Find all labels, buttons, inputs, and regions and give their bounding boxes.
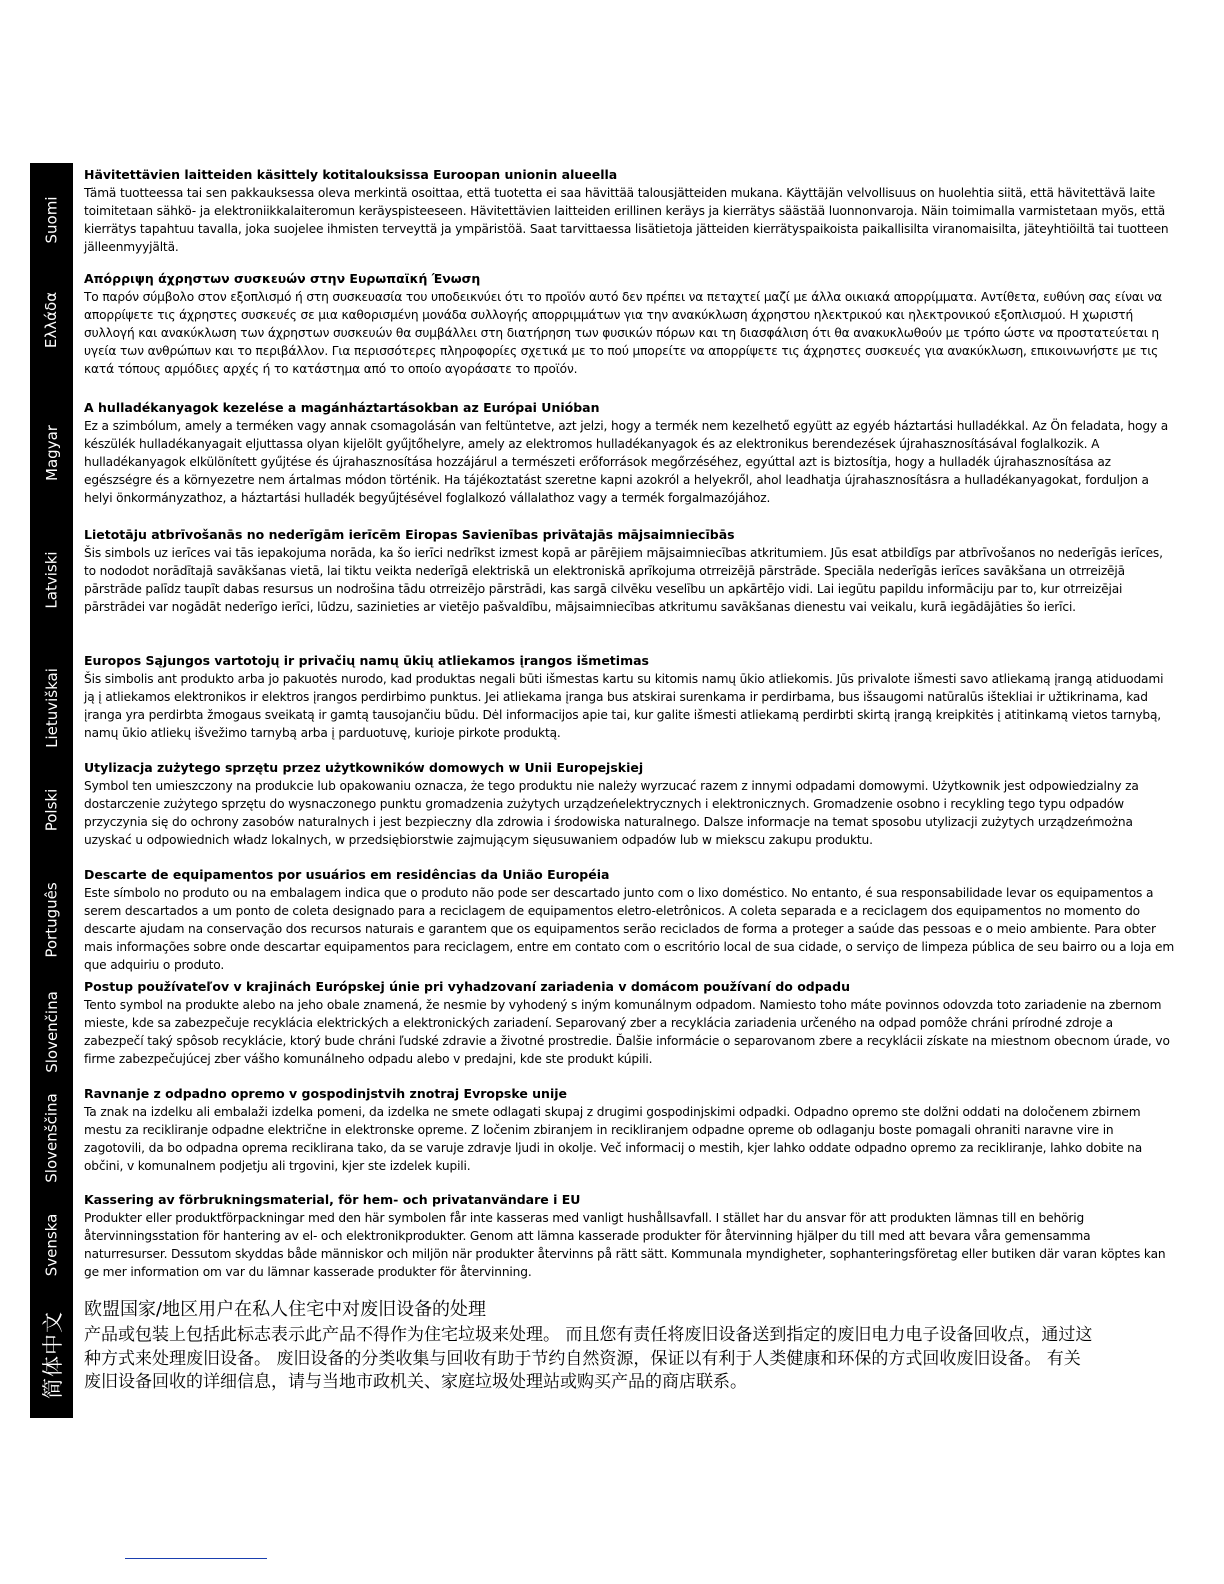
lang-tab-suomi: Suomi bbox=[42, 196, 61, 244]
section-lietuviskai bbox=[84, 652, 1176, 742]
lang-tab-portugues: Português bbox=[42, 882, 61, 958]
section-chinese bbox=[84, 1298, 1176, 1395]
section-title: 欧盟国家/地区用户在私人住宅中对废旧设备的处理 bbox=[84, 1299, 487, 1320]
section-body: Symbol ten umieszczony na produkcie lub opakowaniu oznacza, że tego produktu nie należy wyrzucać razem z innymi odpadami domowymi. Użytkownik jest odpowiedzialny za dostarczenie zużytego sprzętu do wysnaczonego punktu gromadzenia zużytych urządzeńelektrycznych i elektronicznych. Gromadzenie osobno i recykling tego typu odpadów przyczynia się do ochrony zasobów naturalnych i jest bezpieczny dla zdrowia i środowiska naturalnego. Dalsze informacje na temat sposobu utylizacji zużytych urządzeńmożna uzyskać u odpowiednich władz lokalnych, w przedsiębiorstwie zajmującym sięusuwaniem odpadów lub w miekscu zakupu produktu. bbox=[84, 779, 1139, 847]
section-portugues bbox=[84, 866, 1176, 974]
section-svenska bbox=[84, 1191, 1176, 1281]
lang-tab-latviski: Latviski bbox=[42, 551, 61, 609]
section-body: Tämä tuotteessa tai sen pakkauksessa oleva merkintä osoittaa, että tuotetta ei saa hävittää talousjätteiden mukana. Käyttäjän velvollisuus on huolehtia siitä, että hävitettävä laite toimitetaan sähkö- ja elektroniikkalaiteromun keräyspisteeseen. Hävitettävien laitteiden erillinen keräys ja kierrätys säästää luonnonvaroja. Näin toimimalla varmistetaan myös, että kierrätys tapahtuu tavalla, joka suojelee ihmisten terveyttä ja ympäristöä. Saat tarvittaessa lisätietoja jätteiden kierrätyspaikoista paikallisilta viranomaisilta, jäteyhtiöiltä tai tuotteen jälleenmyyjältä. bbox=[84, 186, 1169, 254]
section-body: Produkter eller produktförpackningar med den här symbolen får inte kasseras med vanligt hushållsavfall. I stället har du ansvar för att produkten lämnas till en behörig återvinningsstation för hantering av el- och elektronikprodukter. Genom att lämna kasserade produkter för återvinning hjälper du till med att bevara våra gemensamma naturresurser. Dessutom skyddas både människor och miljön när produkter återvinns på rätt sätt. Kommunala myndigheter, sophanteringsföretag eller butiken där varan köptes kan ge mer information om var du lämnar kasserade produkter för återvinning. bbox=[84, 1211, 1166, 1279]
section-title: Hävitettävien laitteiden käsittely kotitalouksissa Euroopan unionin alueella bbox=[84, 167, 618, 182]
section-body: Este símbolo no produto ou na embalagem indica que o produto não pode ser descartado junto com o lixo doméstico. No entanto, é sua responsabilidade levar os equipamentos a serem descartados a um ponto de coleta designado para a reciclagem de equipamentos eletro-eletrônicos. A coleta separada e a reciclagem dos equipamentos no momento do descarte ajudam na conservação dos recursos naturais e garantem que os equipamentos serão reciclados de forma a proteger a saúde das pessoas e o meio ambiente. Para obter mais informações sobre onde descartar equipamentos para reciclagem, entre em contato com o escritório local de sua cidade, o serviço de limpeza pública de seu bairro ou a loja em que adquiriu o produto. bbox=[84, 886, 1175, 972]
section-body: Tento symbol na produkte alebo na jeho obale znamená, že nesmie by vyhodený s iným komunálnym odpadom. Namiesto toho máte povinnos odovzda toto zariadenie na zbernom mieste, kde sa zabezpečuje recyklácia elektrických a elektronických zariadení. Separovaný zber a recyklácia zariadenia určeného na odpad pomôže chráni prírodné zdroje a zabezpečí taký spôsob recyklácie, ktorý bude chráni ľudské zdravie a životné prostredie. Ďalšie informácie o separovanom zbere a recyklácii získate na miestnom obecnom úrade, vo firme zabezpečujúcej zber vášho komunálneho odpadu alebo v predajni, kde ste produkt kúpili. bbox=[84, 998, 1170, 1066]
lang-tab-magyar: Magyar bbox=[42, 425, 61, 481]
lang-tab-svenska: Svenska bbox=[42, 1213, 61, 1277]
section-title: Utylizacja zużytego sprzętu przez użytkowników domowych w Unii Europejskiej bbox=[84, 760, 644, 775]
footer-rule bbox=[125, 1558, 267, 1559]
section-latviski bbox=[84, 526, 1176, 616]
section-magyar bbox=[84, 399, 1176, 507]
section-body: Το παρόν σύμβολο στον εξοπλισμό ή στη συσκευασία του υποδεικνύει ότι το προϊόν αυτό δεν πρέπει να πεταχτεί μαζί με άλλα οικιακά απορρίμματα. Αντίθετα, ευθύνη σας είναι να απορρίψετε τις άχρηστες συσκευές σε μια καθορισμένη μονάδα συλλογής απορριμμάτων για την ανακύκλωση άχρηστου ηλεκτρικού και ηλεκτρονικού εξοπλισμού. Η χωριστή συλλογή και ανακύκλωση των άχρηστων συσκευών θα συμβάλλει στη διατήρηση των φυσικών πόρων και τη διασφάλιση ότι θα ανακυκλωθούν με τρόπο ώστε να προστατεύεται η υγεία των ανθρώπων και το περιβάλλον. Για περισσότερες πληροφορίες σχετικά με το πού μπορείτε να απορρίψετε τις άχρηστες συσκευές για ανακύκλωση, επικοινωνήστε με τις κατά τόπους αρμόδιες αρχές ή το κατάστημα από το οποίο αγοράσατε το προϊόν. bbox=[84, 290, 1162, 376]
section-title: Ravnanje z odpadno opremo v gospodinjstvih znotraj Evropske unije bbox=[84, 1086, 568, 1101]
section-body: Šis simbolis ant produkto arba jo pakuotės nurodo, kad produktas negali būti išmestas kartu su kitomis namų ūkio atliekomis. Jūs privalote išmesti savo atliekamą įrangą atiduodami ją į atliekamos elektronikos ir elektros įrangos perdirbimo punktus. Jei atliekama įranga bus atskirai surenkama ir perdirbama, bus išsaugomi natūralūs ištekliai ir užtikrinama, kad įranga yra perdirbta žmogaus sveikatą ir gamtą tausojančiu būdu. Dėl informacijos apie tai, kur galite išmesti atliekamą perdirbti skirtą įrangą kreipkitės į atitinkamą vietos tarnybą, namų ūkio atliekų išvežimo tarnybą arba į parduotuvę, kurioje pirkote produktą. bbox=[84, 672, 1164, 740]
section-body: Ta znak na izdelku ali embalaži izdelka pomeni, da izdelka ne smete odlagati skupaj z drugimi gospodinjskimi odpadki. Odpadno opremo ste dolžni oddati na določenem zbirnem mestu za recikliranje odpadne električne in elektronske opreme. Z ločenim zbiranjem in recikliranjem odpadne opreme ob odlaganju boste pomagali ohraniti naravne vire in zagotovili, da bo odpadna oprema reciklirana tako, da se varuje zdravje ljudi in okolje. Več informacij o mestih, kjer lahko oddate odpadno opremo za recikliranje, lahko dobite na občini, v komunalnem podjetju ali trgovini, kjer ste izdelek kupili. bbox=[84, 1105, 1143, 1173]
lang-tab-lietuviskai: Lietuviškai bbox=[42, 668, 61, 748]
section-ellada bbox=[84, 270, 1176, 378]
section-body: Ez a szimbólum, amely a terméken vagy annak csomagolásán van feltüntetve, azt jelzi, hogy a termék nem kezelhető együtt az egyéb háztartási hulladékkal. Az Ön feladata, hogy a készülék hulladékanyagait eljuttassa olyan kijelölt gyűjtőhelyre, amely az elektromos hulladékanyagok és az elektronikus berendezések újrahasznosításával foglalkozik. A hulladékanyagok elkülönített gyűjtése és újrahasznosítása hozzájárul a természeti erőforrások megőrzéséhez, egyúttal azt is biztosítja, hogy a hulladék újrahasznosítása az egészségre és a környezetre nem ártalmas módon történik. Ha tájékoztatást szeretne kapni azokról a helyekről, ahol leadhatja újrahasznosításra a hulladékanyagokat, forduljon a helyi önkormányzathoz, a háztartási hulladék begyűjtésével foglalkozó vállalathoz vagy a termék forgalmazójához. bbox=[84, 419, 1169, 505]
section-title: Απόρριψη άχρηστων συσκευών στην Ευρωπαϊκή Ένωση bbox=[84, 271, 481, 286]
section-title: Kassering av förbrukningsmaterial, för hem- och privatanvändare i EU bbox=[84, 1192, 581, 1207]
lang-tab-chinese: 简体中文 bbox=[40, 1311, 65, 1399]
section-title: Postup používateľov v krajinách Európskej únie pri vyhadzovaní zariadenia v domácom používaní do odpadu bbox=[84, 979, 850, 994]
section-polski bbox=[84, 759, 1176, 849]
section-suomi bbox=[84, 166, 1176, 256]
section-title: Lietotāju atbrīvošanās no nederīgām ierīcēm Eiropas Savienības privātajās mājsaimniecībās bbox=[84, 527, 735, 542]
lang-tab-slovencina: Slovenčina bbox=[42, 991, 61, 1073]
section-title: A hulladékanyagok kezelése a magánháztartásokban az Európai Unióban bbox=[84, 400, 600, 415]
lang-tab-ellada: Ελλάδα bbox=[42, 291, 61, 349]
section-body: 产品或包装上包括此标志表示此产品不得作为住宅垃圾来处理。 而且您有责任将废旧设备送到指定的废旧电力电子设备回收点，通过这种方式来处理废旧设备。 废旧设备的分类收集与回收有助于节约自然资源，保证以有利于人类健康和环保的方式回收废旧设备。 有关废旧设备回收的详细信息，请与当地市政机关、家庭垃圾处理站或购买产品的商店联系。 bbox=[84, 1325, 1093, 1392]
lang-tab-polski: Polski bbox=[42, 788, 61, 832]
lang-tab-slovenscina: Slovenščina bbox=[42, 1093, 61, 1183]
section-title: Descarte de equipamentos por usuários em residências da União Européia bbox=[84, 867, 610, 882]
section-title: Europos Sąjungos vartotojų ir privačių namų ūkių atliekamos įrangos išmetimas bbox=[84, 653, 649, 668]
section-body: Šis simbols uz ierīces vai tās iepakojuma norāda, ka šo ierīci nedrīkst izmest kopā ar pārējiem mājsaimniecības atkritumiem. Jūs esat atbildīgs par atbrīvošanos no nederīgās ierīces, to nododot norādītajā savākšanas vietā, lai tiktu veikta nederīgā elektriskā un elektroniskā aprīkojuma otrreizējā pārstrāde. Speciāla nederīgās ierīces savākšana un otrreizējā pārstrāde palīdz taupīt dabas resursus un nodrošina tādu otrreizējo pārstrādi, kas sargā cilvēku veselību un apkārtējo vidi. Lai iegūtu papildu informāciju par to, kur otrreizējai pārstrādei var nogādāt nederīgo ierīci, lūdzu, sazinieties ar vietējo pašvaldību, mājsaimniecības atkritumu savākšanas dienestu vai veikalu, kurā iegādājāties šo ierīci. bbox=[84, 546, 1163, 614]
section-slovencina bbox=[84, 978, 1176, 1068]
section-slovenscina bbox=[84, 1085, 1176, 1175]
